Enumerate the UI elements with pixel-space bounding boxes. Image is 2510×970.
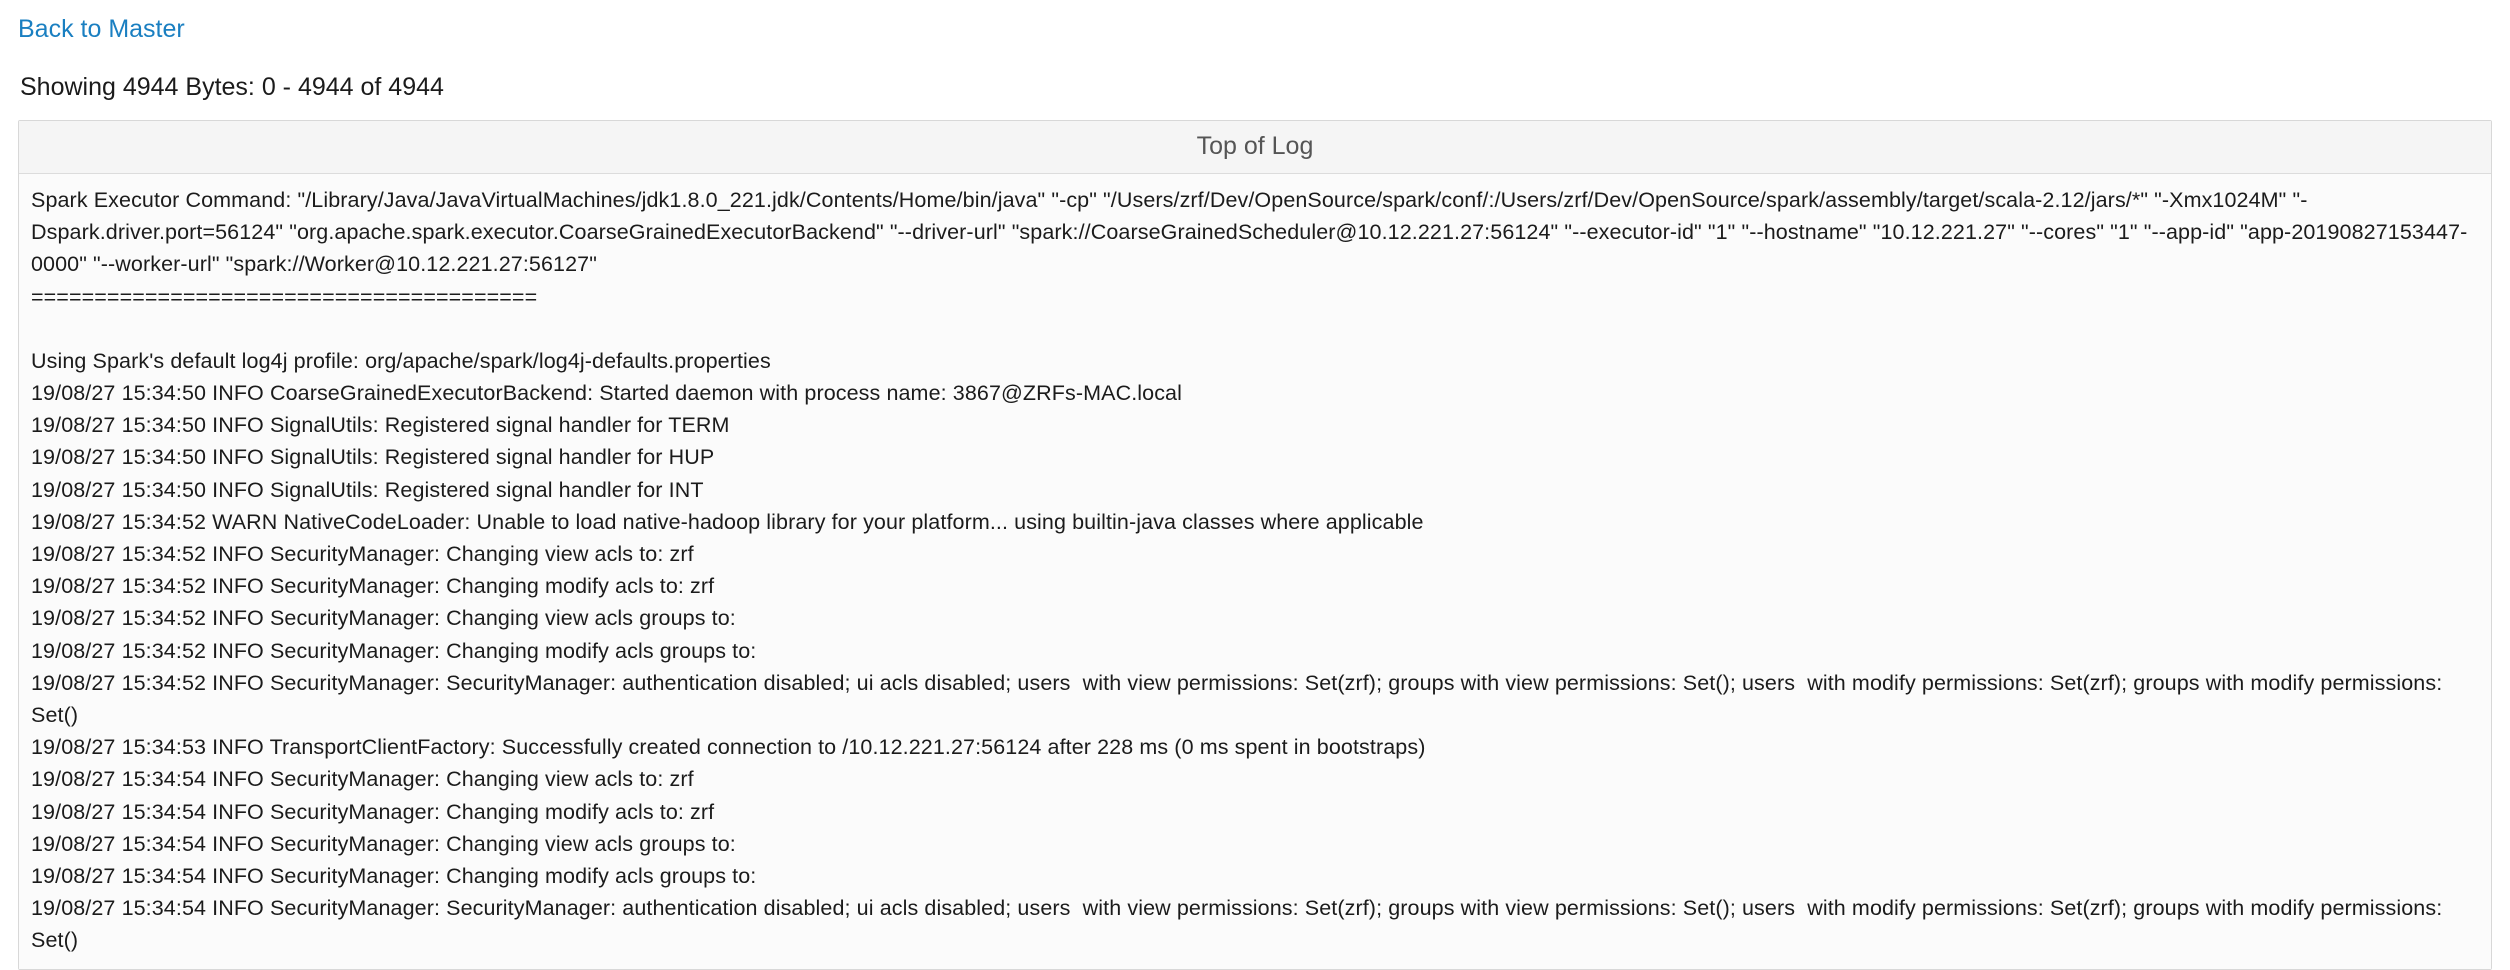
- log-line: 19/08/27 15:34:52 INFO SecurityManager: SecurityManager: authentication disabled; ui acls disabled; users with view permissions: Set(zrf); groups with view permissions: Set(); users with modify permissions: Set(zrf); groups with modify permissions: Set(): [31, 670, 2449, 728]
- log-line: 19/08/27 15:34:53 INFO TransportClientFactory: Successfully created connection to /10.12.221.27:56124 after 228 ms (0 ms spent in bootstraps): [31, 735, 1426, 760]
- log-line: 19/08/27 15:34:54 INFO SecurityManager: SecurityManager: authentication disabled; ui acls disabled; users with view permissions: Set(zrf); groups with view permissions: Set(); users with modify permissions: Set(zrf); groups with modify permissions: Set(): [31, 896, 2449, 953]
- log-panel-header: Top of Log: [19, 121, 2491, 174]
- log-line: 19/08/27 15:34:50 INFO SignalUtils: Registered signal handler for TERM: [31, 413, 730, 438]
- log-line: 19/08/27 15:34:50 INFO SignalUtils: Registered signal handler for INT: [31, 477, 704, 502]
- log-content[interactable]: [19, 174, 2491, 969]
- log-line: 19/08/27 15:34:54 INFO SecurityManager: Changing modify acls to: zrf: [31, 799, 715, 824]
- log-line: 19/08/27 15:34:52 INFO SecurityManager: Changing view acls groups to:: [31, 606, 736, 631]
- log-line: 19/08/27 15:34:54 INFO SecurityManager: Changing view acls to: zrf: [31, 767, 694, 792]
- log-line: [31, 313, 2479, 345]
- log-line: 19/08/27 15:34:52 INFO SecurityManager: Changing modify acls groups to:: [31, 638, 757, 663]
- log-line: ========================================: [31, 284, 538, 309]
- log-line: 19/08/27 15:34:50 INFO CoarseGrainedExecutorBackend: Started daemon with process name: 3867@ZRFs-MAC.local: [31, 381, 1182, 406]
- log-line: 19/08/27 15:34:54 INFO SecurityManager: Changing modify acls groups to:: [31, 864, 757, 889]
- showing-bytes-status: Showing 4944 Bytes: 0 - 4944 of 4944: [20, 73, 444, 101]
- log-line: 19/08/27 15:34:52 INFO SecurityManager: Changing view acls to: zrf: [31, 542, 694, 567]
- log-line: Using Spark's default log4j profile: org/apache/spark/log4j-defaults.properties: [31, 348, 771, 373]
- log-panel: [18, 120, 2492, 970]
- log-line: 19/08/27 15:34:52 INFO SecurityManager: Changing modify acls to: zrf: [31, 574, 715, 599]
- back-to-master-link[interactable]: Back to Master: [18, 15, 185, 43]
- log-line: Spark Executor Command: "/Library/Java/JavaVirtualMachines/jdk1.8.0_221.jdk/Contents/Home/bin/java" "-cp" "/Users/zrf/Dev/OpenSource/spark/conf/:/Users/zrf/Dev/OpenSource/spark/assembly/target/scala-2.12/jars/*" "-Xmx1024M" "-Dspark.driver.port=56124" "org.apache.spark.executor.CoarseGrainedExecutorBackend" "--driver-url" "spark://CoarseGrainedScheduler@10.12.221.27:56124" "--executor-id" "1" "--hostname" "10.12.221.27" "--cores" "1" "--app-id" "app-20190827153447-0000" "--worker-url" "spark://Worker@10.12.221.27:56127": [31, 188, 2468, 277]
- log-line: 19/08/27 15:34:50 INFO SignalUtils: Registered signal handler for HUP: [31, 445, 715, 470]
- log-line: 19/08/27 15:34:52 WARN NativeCodeLoader: Unable to load native-hadoop library for your platform... using builtin-java classes where applicable: [31, 509, 1424, 534]
- log-line: 19/08/27 15:34:54 INFO SecurityManager: Changing view acls groups to:: [31, 831, 736, 856]
